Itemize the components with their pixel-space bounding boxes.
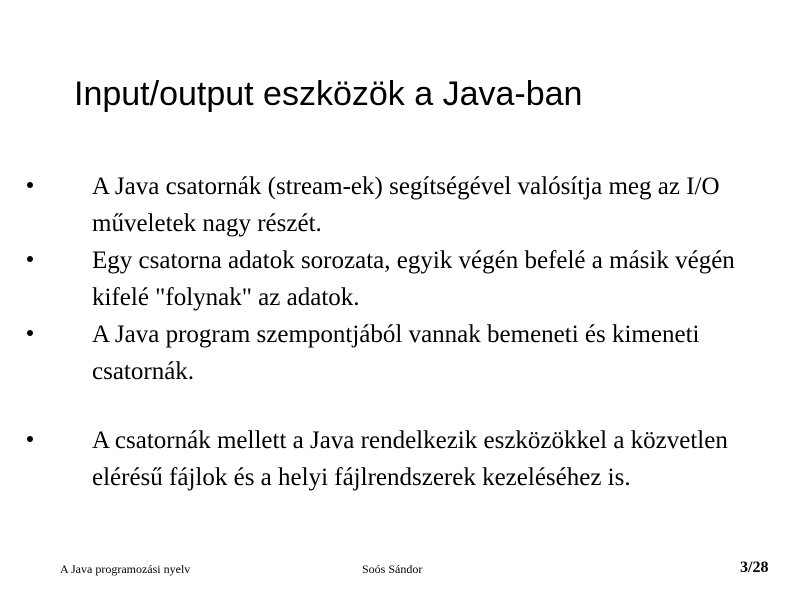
bullet-text: Egy csatorna adatok sorozata, egyik végén befelé a másik végén kifelé "folynak" az adatok.: [92, 247, 735, 311]
bullet-text: A Java csatornák (stream-ek) segítségével valósítja meg az I/O műveletek nagy részét.: [92, 173, 720, 237]
bullet-text: A Java program szempontjából vannak bemeneti és kimeneti csatornák.: [92, 321, 700, 385]
bullet-dot-icon: [27, 256, 33, 262]
bullet-dot-icon: [27, 330, 33, 336]
bullet-dot-icon: [27, 436, 33, 442]
page-number: 3/28: [740, 559, 769, 576]
bullet-dot-icon: [27, 182, 33, 188]
footer-course-title: A Java programozási nyelv: [60, 562, 191, 576]
footer-author: Soós Sándor: [362, 562, 423, 576]
bullet-text: A csatornák mellett a Java rendelkezik eszközökkel a közvetlen elérésű fájlok és a helyi fájlrendszerek kezeléséhez is.: [92, 427, 728, 491]
slide-title: Input/output eszközök a Java-ban: [74, 75, 583, 113]
